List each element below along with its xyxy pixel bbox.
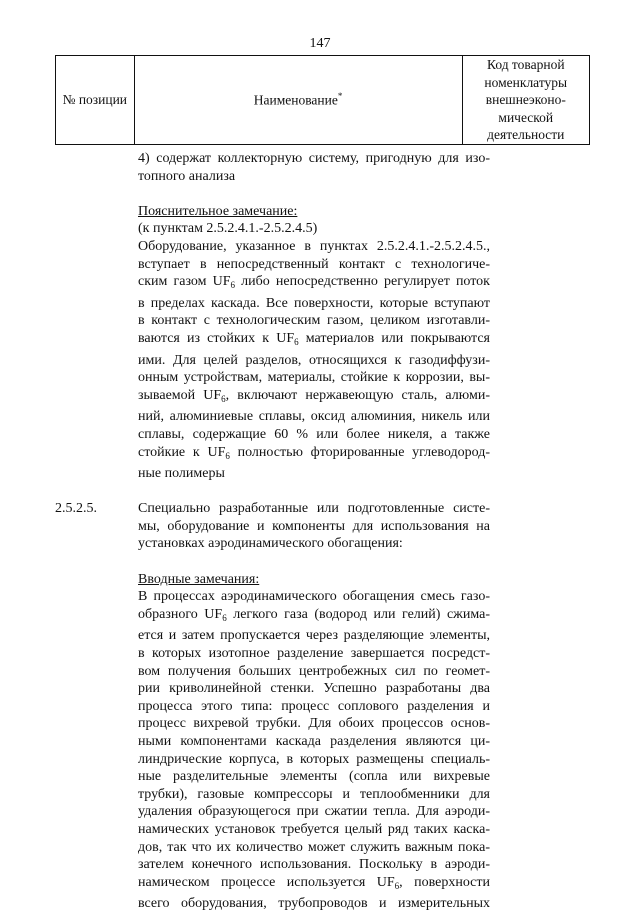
text-line: всего оборудования, трубопроводов и измерительных bbox=[138, 896, 490, 912]
column-header-name bbox=[134, 56, 462, 145]
text-line: сплавы, содержащие 60 % или более никеля, а также bbox=[138, 426, 490, 442]
header-table bbox=[55, 55, 590, 145]
text-line: трубки), газовые компрессоры и теплообменники для bbox=[138, 786, 490, 802]
text-line: ные разделительные элементы (сопла или вихревые bbox=[138, 769, 490, 785]
text-line: топного анализа bbox=[138, 168, 236, 184]
text-line: намическом процессе используется $UF_6$, поверхности bbox=[138, 874, 490, 891]
text-line: ется и затем пропускается через разделяющие элементы, bbox=[138, 628, 490, 644]
text-line: в контакт с технологическим газом, целиком изготавли- bbox=[138, 313, 490, 329]
item-number: 2.5.2.5. bbox=[55, 501, 97, 517]
text-line: в которых изотопное разделение завершается посредст- bbox=[138, 646, 490, 662]
text-line: ским газом $UF_6$ либо непосредственно регулирует поток bbox=[138, 274, 490, 291]
column-header-position: № позиции bbox=[56, 56, 135, 145]
column-header-code bbox=[462, 56, 589, 145]
text-line: ний, алюминиевые сплавы, оксид алюминия, никель или bbox=[138, 409, 490, 425]
text-line: зателем конечного использования. Поскольку в аэроди- bbox=[138, 857, 490, 873]
text-line: дов, так что их количество может служить важным пока- bbox=[138, 839, 490, 855]
item-2-5-2-5 bbox=[55, 500, 595, 553]
text-line: процесс вихревой трубки. Для обоих процессов основ- bbox=[138, 716, 490, 732]
condition-item-4 bbox=[138, 150, 490, 185]
page-number: 147 bbox=[309, 36, 331, 51]
text-line: вступает в непосредственный контакт с технологиче- bbox=[138, 256, 490, 272]
footnote-mark: * bbox=[337, 91, 343, 101]
text-line: Оборудование, указанное в пунктах 2.5.2.4.1.-2.5.2.4.5., bbox=[138, 238, 490, 254]
text-line: удаления образующегося при сжатии тепла. Для аэроди- bbox=[138, 804, 490, 820]
text-line: вом получения больших центробежных сил по геомет- bbox=[138, 663, 490, 679]
text-line: ные полимеры bbox=[138, 466, 225, 482]
text-line: онным устройствам, материалы, стойкие к коррозии, вы- bbox=[138, 370, 490, 386]
code-header-line: внешнеэконо- bbox=[485, 92, 566, 107]
explanatory-note bbox=[138, 203, 490, 483]
text-line: зываемой $UF_6$, включают нержавеющую сталь, алюми- bbox=[138, 387, 490, 404]
text-line: в пределах каскада. Все поверхности, которые вступают bbox=[138, 295, 490, 311]
text-line: установках аэродинамического обогащения: bbox=[138, 536, 403, 552]
document-body bbox=[55, 150, 595, 913]
text-line: В процессах аэродинамического обогащения смесь газо- bbox=[138, 589, 490, 605]
note-heading: Пояснительное замечание: bbox=[138, 203, 298, 219]
introductory-notes bbox=[138, 571, 490, 913]
text-line: намических установок требуется целый ряд таких каска- bbox=[138, 821, 490, 837]
text-line: линдрические корпуса, в которых размещены специаль- bbox=[138, 751, 490, 767]
note-text bbox=[138, 238, 490, 483]
text-line: образного $UF_6$ легкого газа (водород или гелий) сжима- bbox=[138, 606, 490, 623]
text-line: стойкие к $UF_6$ полностью фторированные углеводород- bbox=[138, 444, 490, 461]
note-reference: (к пунктам 2.5.2.4.1.-2.5.2.4.5) bbox=[138, 221, 318, 237]
text-line: Специально разработанные или подготовленные систе- bbox=[138, 501, 490, 517]
text-line: ваются из стойких к $UF_6$ материалов или покрываются bbox=[138, 330, 490, 347]
item-text bbox=[138, 500, 490, 553]
code-header-line: номенклатуры bbox=[484, 74, 568, 90]
code-header-line: деятельности bbox=[487, 127, 565, 142]
text-line: ими. Для целей разделов, относящихся к газодиффузи- bbox=[138, 352, 490, 368]
code-header-line: Код товарной bbox=[487, 57, 565, 72]
code-header-line: мической bbox=[498, 109, 554, 125]
text-line: ными компонентами каскада разделения являются ци- bbox=[138, 734, 490, 749]
note-heading: Вводные замечания: bbox=[138, 571, 260, 587]
text-line: рии криволинейной стенки. Успешно разработаны два bbox=[138, 681, 490, 697]
text-line: мы, оборудование и компоненты для использования на bbox=[138, 518, 490, 534]
note-text bbox=[138, 588, 490, 913]
text-line: 4) содержат коллекторную систему, пригодную для изо- bbox=[138, 151, 490, 166]
column-header-name-text: Наименование bbox=[253, 92, 338, 108]
text-line: процесса этого типа: процесс соплового разделения и bbox=[138, 698, 490, 714]
